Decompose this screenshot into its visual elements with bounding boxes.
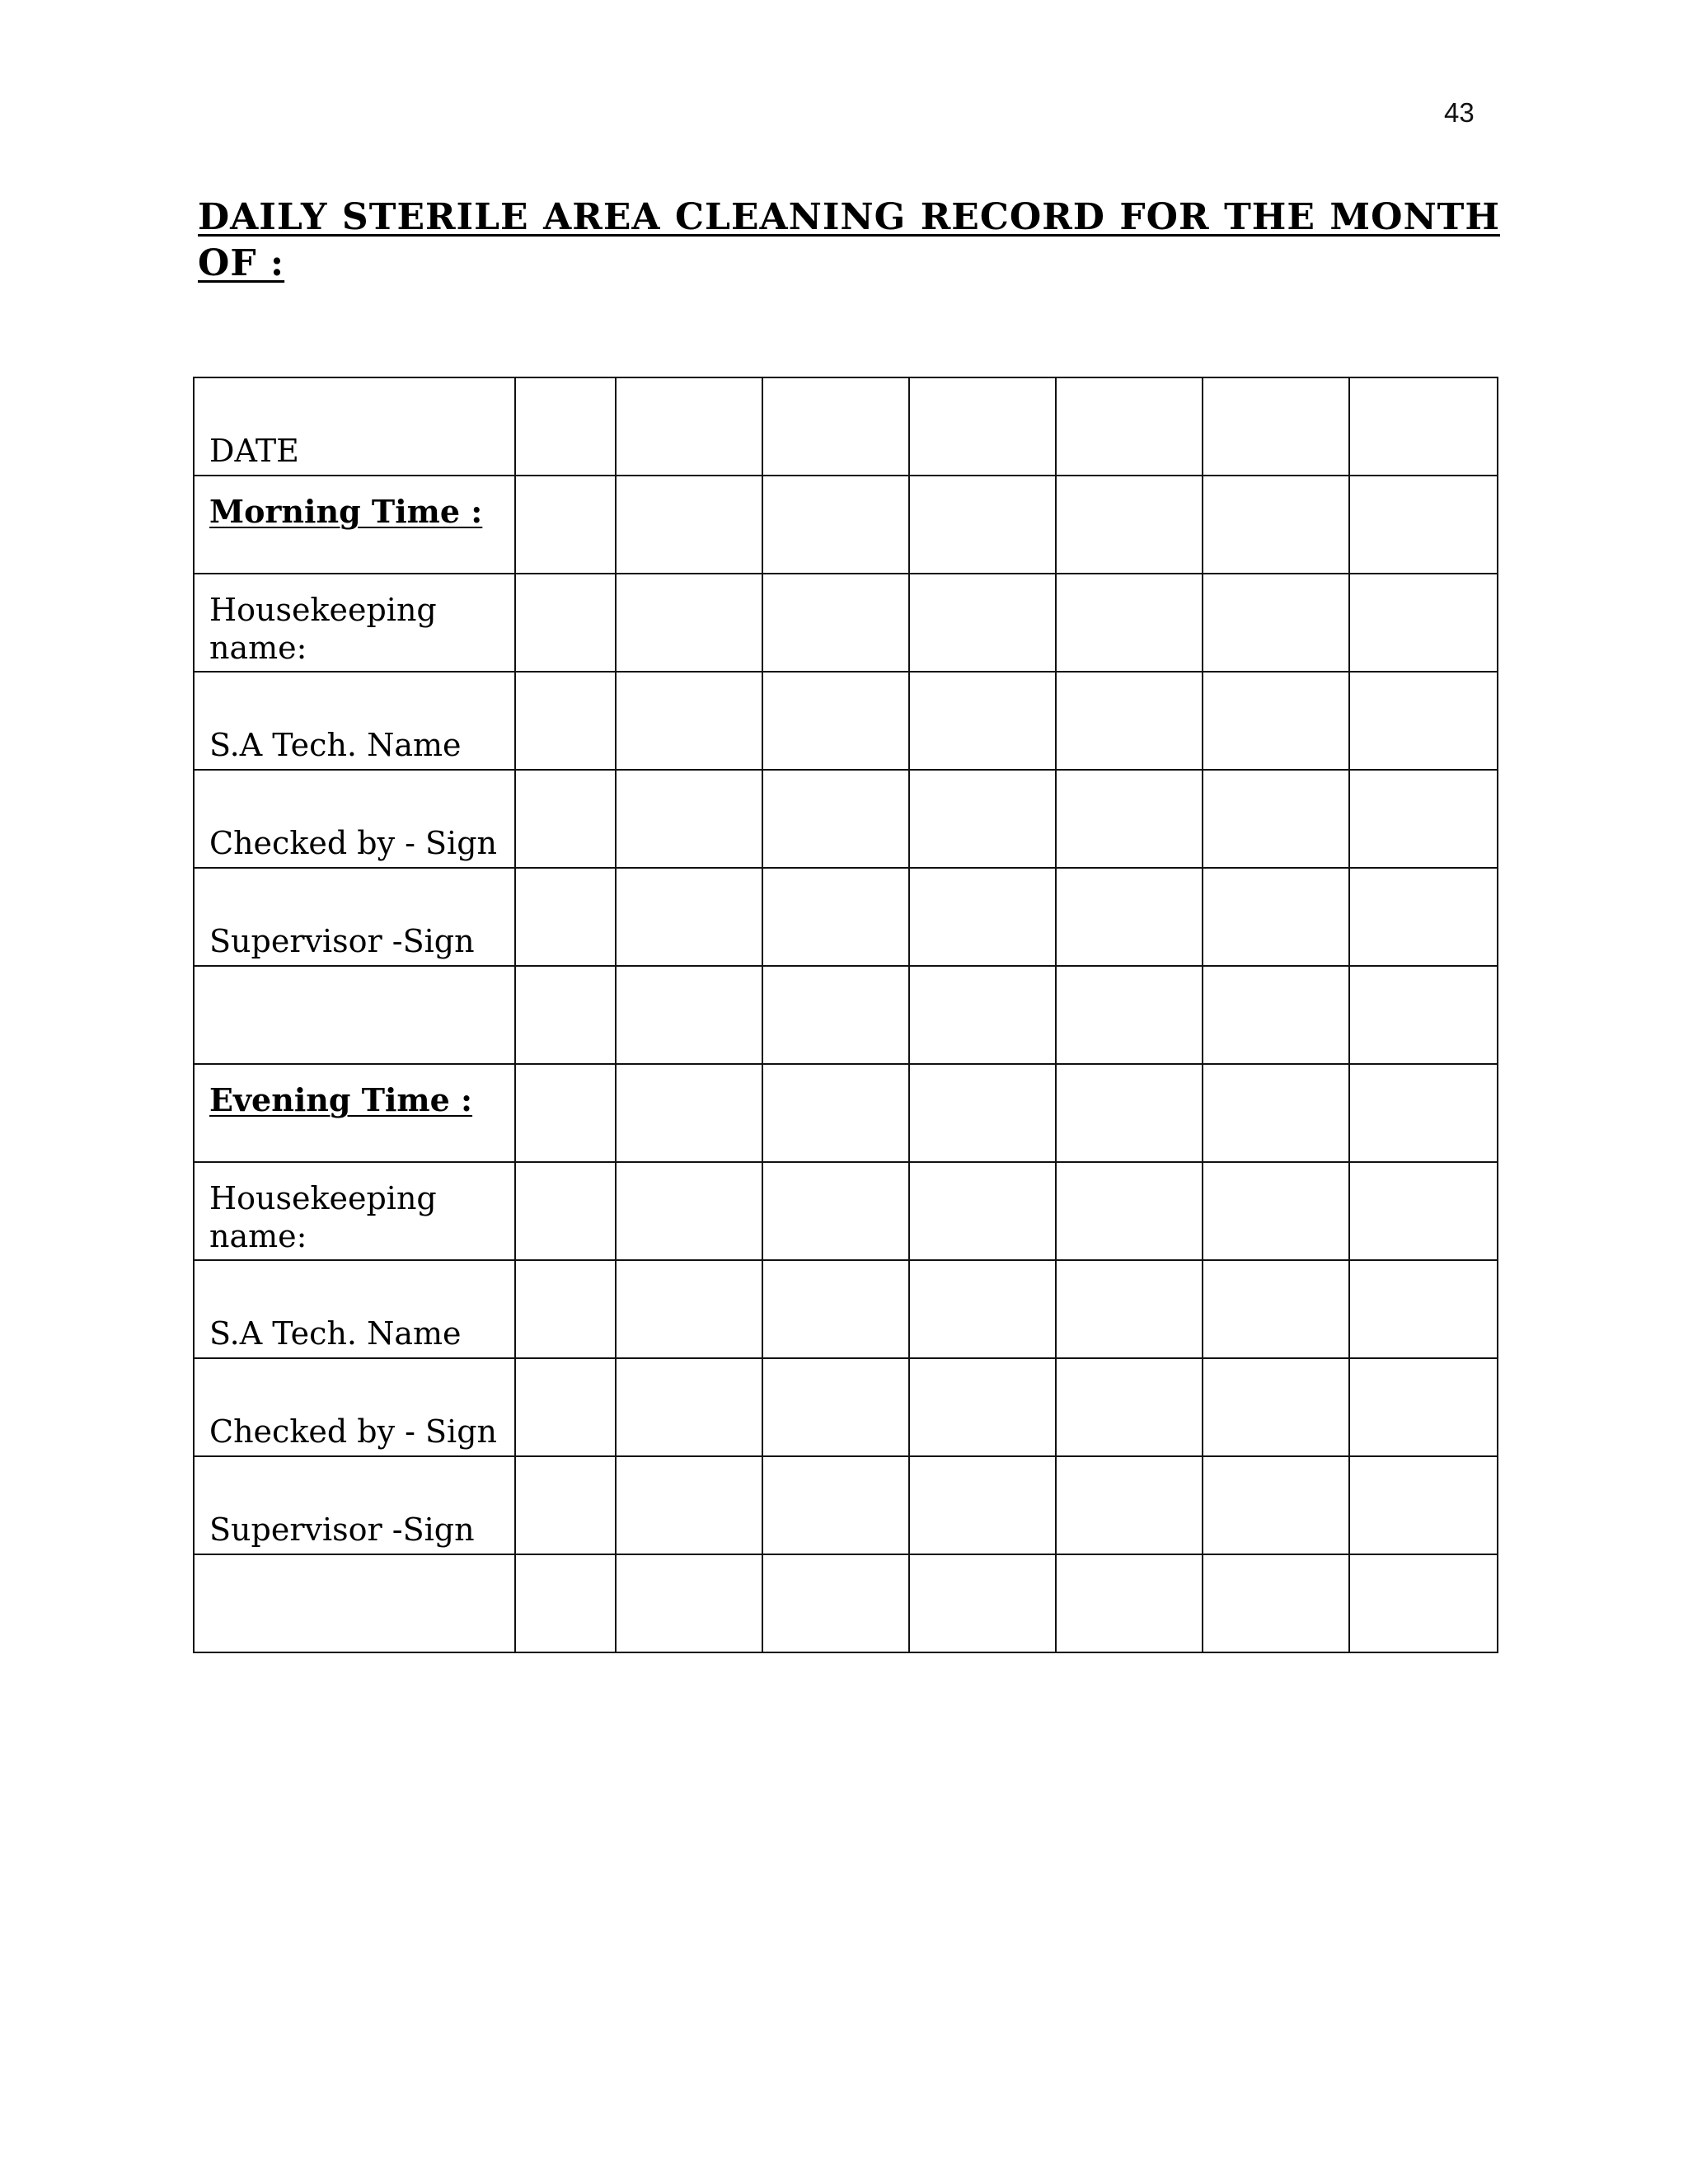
entry-cell[interactable] (515, 966, 616, 1064)
table-row (194, 1358, 1498, 1456)
entry-cell[interactable] (1056, 770, 1203, 868)
entry-cell[interactable] (616, 1260, 762, 1358)
entry-cell[interactable] (1056, 476, 1203, 574)
table-row (194, 1260, 1498, 1358)
cleaning-record-table (193, 377, 1498, 1653)
table-row (194, 1456, 1498, 1554)
entry-cell[interactable] (762, 1358, 909, 1456)
entry-cell[interactable] (515, 476, 616, 574)
table-row (194, 966, 1498, 1064)
entry-cell[interactable] (1203, 1162, 1349, 1260)
entry-cell[interactable] (515, 672, 616, 770)
entry-cell[interactable] (1349, 1162, 1498, 1260)
entry-cell[interactable] (1203, 1554, 1349, 1652)
entry-cell[interactable] (1349, 770, 1498, 868)
entry-cell[interactable] (1056, 1260, 1203, 1358)
entry-cell[interactable] (1203, 868, 1349, 966)
entry-cell[interactable] (616, 377, 762, 476)
entry-cell[interactable] (909, 377, 1056, 476)
entry-cell[interactable] (1056, 377, 1203, 476)
row-label: Morning Time : (194, 476, 515, 574)
entry-cell[interactable] (762, 868, 909, 966)
entry-cell[interactable] (762, 377, 909, 476)
entry-cell[interactable] (762, 1456, 909, 1554)
entry-cell[interactable] (1349, 476, 1498, 574)
table-row (194, 377, 1498, 476)
entry-cell[interactable] (616, 1162, 762, 1260)
row-label: S.A Tech. Name (194, 672, 515, 770)
entry-cell[interactable] (1349, 574, 1498, 672)
entry-cell[interactable] (1349, 1064, 1498, 1162)
entry-cell[interactable] (1203, 1260, 1349, 1358)
entry-cell[interactable] (515, 377, 616, 476)
row-label: DATE (194, 377, 515, 476)
entry-cell[interactable] (1056, 1358, 1203, 1456)
table-row (194, 770, 1498, 868)
table-row (194, 476, 1498, 574)
entry-cell[interactable] (1056, 1064, 1203, 1162)
entry-cell[interactable] (762, 672, 909, 770)
entry-cell[interactable] (515, 574, 616, 672)
entry-cell[interactable] (909, 770, 1056, 868)
entry-cell[interactable] (1056, 966, 1203, 1064)
entry-cell[interactable] (762, 1064, 909, 1162)
table-row (194, 868, 1498, 966)
row-label: Checked by - Sign (194, 1358, 515, 1456)
entry-cell[interactable] (1203, 1064, 1349, 1162)
entry-cell[interactable] (1056, 1456, 1203, 1554)
entry-cell[interactable] (909, 966, 1056, 1064)
entry-cell[interactable] (515, 868, 616, 966)
table-row (194, 1064, 1498, 1162)
entry-cell[interactable] (1349, 1554, 1498, 1652)
entry-cell[interactable] (1203, 476, 1349, 574)
entry-cell[interactable] (762, 574, 909, 672)
entry-cell[interactable] (1203, 1456, 1349, 1554)
entry-cell[interactable] (1349, 966, 1498, 1064)
entry-cell[interactable] (616, 1064, 762, 1162)
entry-cell[interactable] (1349, 1260, 1498, 1358)
row-label (194, 1554, 515, 1652)
table-row (194, 1554, 1498, 1652)
entry-cell[interactable] (909, 1456, 1056, 1554)
entry-cell[interactable] (1056, 672, 1203, 770)
entry-cell[interactable] (515, 1260, 616, 1358)
row-label: Evening Time : (194, 1064, 515, 1162)
entry-cell[interactable] (515, 1456, 616, 1554)
entry-cell[interactable] (762, 476, 909, 574)
entry-cell[interactable] (616, 966, 762, 1064)
entry-cell[interactable] (909, 1554, 1056, 1652)
entry-cell[interactable] (762, 1162, 909, 1260)
entry-cell[interactable] (1203, 966, 1349, 1064)
entry-cell[interactable] (762, 770, 909, 868)
row-label: S.A Tech. Name (194, 1260, 515, 1358)
entry-cell[interactable] (762, 966, 909, 1064)
entry-cell[interactable] (616, 574, 762, 672)
entry-cell[interactable] (909, 1064, 1056, 1162)
page-title: DAILY STERILE AREA CLEANING RECORD FOR THE MONTH OF : (198, 196, 1500, 284)
entry-cell[interactable] (616, 868, 762, 966)
row-label: Checked by - Sign (194, 770, 515, 868)
entry-cell[interactable] (1203, 672, 1349, 770)
entry-cell[interactable] (909, 574, 1056, 672)
entry-cell[interactable] (1203, 770, 1349, 868)
row-label: Housekeeping name: (194, 574, 515, 672)
entry-cell[interactable] (1349, 1456, 1498, 1554)
entry-cell[interactable] (762, 1554, 909, 1652)
entry-cell[interactable] (616, 1456, 762, 1554)
entry-cell[interactable] (515, 1162, 616, 1260)
entry-cell[interactable] (909, 476, 1056, 574)
entry-cell[interactable] (1203, 574, 1349, 672)
table-row (194, 1162, 1498, 1260)
entry-cell[interactable] (616, 1358, 762, 1456)
entry-cell[interactable] (909, 1260, 1056, 1358)
row-label: Housekeeping name: (194, 1162, 515, 1260)
page-number: 43 (1444, 97, 1475, 128)
row-label (194, 966, 515, 1064)
row-label: Supervisor -Sign (194, 868, 515, 966)
entry-cell[interactable] (1349, 377, 1498, 476)
table-row (194, 574, 1498, 672)
entry-cell[interactable] (616, 770, 762, 868)
entry-cell[interactable] (909, 1162, 1056, 1260)
entry-cell[interactable] (1056, 1554, 1203, 1652)
row-label: Supervisor -Sign (194, 1456, 515, 1554)
table-body (194, 377, 1498, 1652)
entry-cell[interactable] (1349, 672, 1498, 770)
entry-cell[interactable] (909, 868, 1056, 966)
entry-cell[interactable] (515, 1064, 616, 1162)
entry-cell[interactable] (909, 672, 1056, 770)
entry-cell[interactable] (1349, 1358, 1498, 1456)
entry-cell[interactable] (515, 770, 616, 868)
entry-cell[interactable] (1056, 574, 1203, 672)
entry-cell[interactable] (515, 1358, 616, 1456)
entry-cell[interactable] (515, 1554, 616, 1652)
entry-cell[interactable] (762, 1260, 909, 1358)
entry-cell[interactable] (1056, 1162, 1203, 1260)
entry-cell[interactable] (1203, 1358, 1349, 1456)
table-row (194, 672, 1498, 770)
entry-cell[interactable] (616, 476, 762, 574)
entry-cell[interactable] (616, 672, 762, 770)
entry-cell[interactable] (909, 1358, 1056, 1456)
entry-cell[interactable] (1203, 377, 1349, 476)
entry-cell[interactable] (1349, 868, 1498, 966)
entry-cell[interactable] (1056, 868, 1203, 966)
entry-cell[interactable] (616, 1554, 762, 1652)
